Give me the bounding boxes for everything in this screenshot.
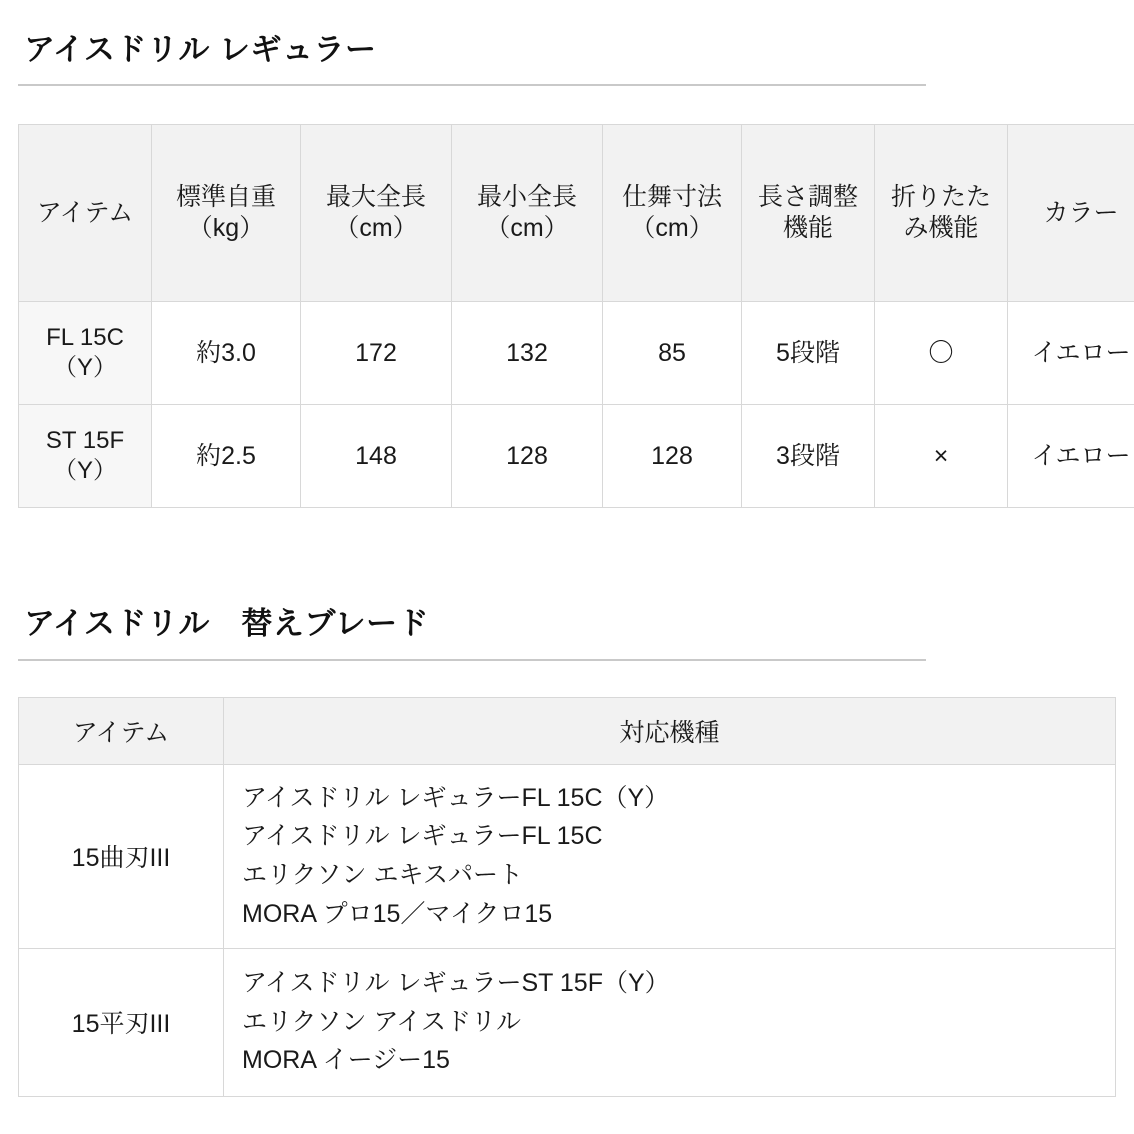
spec-cell-item-line1: ST 15F <box>45 427 125 455</box>
spec-header-min-length-line1: 最小全長 <box>476 183 577 212</box>
title-divider <box>18 84 926 86</box>
spec-cell-foldable: × <box>875 405 1008 508</box>
spec-header-foldable-line1: 折りたた <box>890 183 991 212</box>
spec-header-length-adjust-line1: 長さ調整 <box>757 183 858 212</box>
spec-cell-min-length: 128 <box>452 405 603 508</box>
blade-cell-item: 15曲刃III <box>19 764 224 948</box>
spec-cell-length-adjust: 3段階 <box>742 405 875 508</box>
list-item: エリクソン エキスパート <box>242 861 523 890</box>
list-item: MORA イージー15 <box>242 1046 450 1075</box>
spec-cell-weight: 約3.0 <box>152 302 301 405</box>
spec-cell-color: イエロー <box>1008 302 1134 405</box>
spec-cell-min-length: 132 <box>452 302 603 405</box>
table-row <box>19 405 1134 508</box>
spec-header-max-length-line2: （cm） <box>334 214 418 243</box>
table-row <box>19 764 1116 948</box>
spec-header-packed-size-line1: 仕舞寸法 <box>621 183 722 212</box>
spec-header-packed-size-line2: （cm） <box>630 214 714 243</box>
spec-header-weight-line1: 標準自重 <box>175 183 276 212</box>
blade-cell-models <box>224 764 1116 948</box>
blade-cell-item: 15平刃III <box>19 948 224 1096</box>
spec-header-row <box>19 125 1134 302</box>
list-item: アイスドリル レギュラーFL 15C <box>242 822 603 851</box>
spec-cell-weight: 約2.5 <box>152 405 301 508</box>
spec-cell-length-adjust: 5段階 <box>742 302 875 405</box>
blade-header-compatible-models: 対応機種 <box>224 697 1116 764</box>
blade-cell-models <box>224 948 1116 1096</box>
section-title-blades: アイスドリル 替えブレード <box>24 606 430 642</box>
spec-header-length-adjust-line2: 機能 <box>782 214 833 243</box>
spec-header-length-adjust <box>742 125 875 302</box>
title-divider <box>18 659 926 661</box>
section-ice-drill-blades <box>18 604 1116 1096</box>
spec-header-foldable <box>875 125 1008 302</box>
spec-header-weight-line2: （kg） <box>187 214 265 243</box>
list-item: アイスドリル レギュラーST 15F（Y） <box>242 968 670 997</box>
blade-table <box>18 697 1116 1097</box>
spec-header-foldable-line2: み機能 <box>903 214 979 243</box>
spec-table-wrapper <box>18 124 1131 508</box>
spec-cell-max-length: 148 <box>301 405 452 508</box>
spec-cell-max-length: 172 <box>301 302 452 405</box>
spec-header-min-length-line2: （cm） <box>485 214 569 243</box>
spec-cell-item <box>19 405 152 508</box>
blade-table-body <box>19 764 1116 1096</box>
spec-cell-item-line2: （Y） <box>52 457 117 485</box>
spec-cell-item <box>19 302 152 405</box>
list-item: アイスドリル レギュラーFL 15C（Y） <box>242 783 670 812</box>
spec-cell-packed-size: 85 <box>603 302 742 405</box>
spec-header-item: アイテム <box>19 125 152 302</box>
spec-table-head <box>19 125 1134 302</box>
section-title-regular: アイスドリル レギュラー <box>24 32 377 67</box>
blade-table-head <box>19 697 1116 764</box>
spec-header-weight <box>152 125 301 302</box>
list-item: MORA プロ15／マイクロ15 <box>242 899 553 928</box>
spec-cell-color: イエロー <box>1008 405 1134 508</box>
spec-cell-item-line2: （Y） <box>52 354 117 382</box>
spec-header-max-length-line1: 最大全長 <box>325 183 426 212</box>
spec-table-body <box>19 302 1134 508</box>
spec-cell-item-line1: FL 15C <box>46 324 124 352</box>
section-ice-drill-regular <box>18 30 1131 508</box>
spec-table <box>18 124 1134 508</box>
spec-header-color: カラー <box>1008 125 1134 302</box>
spec-header-packed-size <box>603 125 742 302</box>
blade-header-row <box>19 697 1116 764</box>
blade-table-wrapper <box>18 697 1116 1097</box>
blade-header-item: アイテム <box>19 697 224 764</box>
list-item: エリクソン アイスドリル <box>242 1007 521 1036</box>
spec-header-min-length <box>452 125 603 302</box>
spec-cell-packed-size: 128 <box>603 405 742 508</box>
spec-cell-foldable: 〇 <box>875 302 1008 405</box>
table-row <box>19 302 1134 405</box>
table-row <box>19 948 1116 1096</box>
spec-header-max-length <box>301 125 452 302</box>
